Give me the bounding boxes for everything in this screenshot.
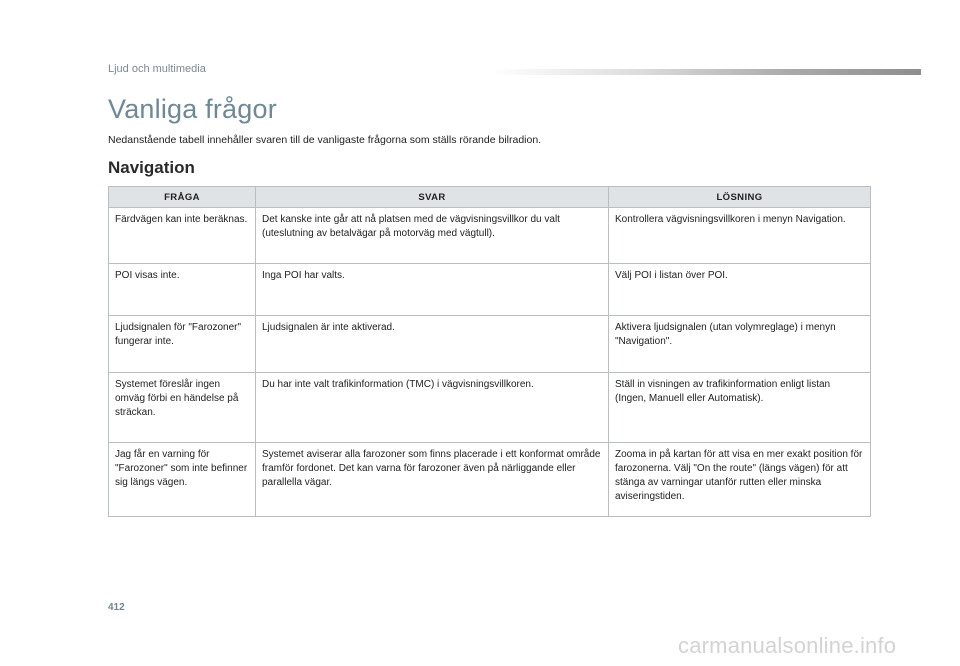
question-cell: Ljudsignalen för "Farozoner" fungerar inte.: [109, 316, 256, 373]
watermark-text: carmanualsonline.info: [678, 633, 897, 658]
solution-cell: Aktivera ljudsignalen (utan volymreglage) i menyn "Navigation".: [609, 316, 871, 373]
table-row: [109, 208, 871, 264]
column-header-answer: SVAR: [256, 187, 609, 208]
question-cell: Jag får en varning för "Farozoner" som inte befinner sig längs vägen.: [109, 443, 256, 517]
question-cell: POI visas inte.: [109, 264, 256, 316]
solution-cell: Ställ in visningen av trafikinformation enligt listan (Ingen, Manuell eller Automatisk).: [609, 373, 871, 443]
table-row: [109, 373, 871, 443]
header-section-label: Ljud och multimedia: [108, 63, 206, 75]
table-header-row: [109, 187, 871, 208]
answer-cell: Det kanske inte går att nå platsen med de vägvisningsvillkor du valt (uteslutning av betalvägar på motorväg med vägtull).: [256, 208, 609, 264]
answer-cell: Systemet aviserar alla farozoner som finns placerade i ett konformat område framför fordonet. Det kan varna för farozoner även på närliggande eller parallella vägar.: [256, 443, 609, 517]
column-header-solution: LÖSNING: [609, 187, 871, 208]
answer-cell: Du har inte valt trafikinformation (TMC) i vägvisningsvillkoren.: [256, 373, 609, 443]
page-title: Vanliga frågor: [108, 94, 277, 124]
faq-table: [108, 186, 871, 517]
question-cell: Färdvägen kan inte beräknas.: [109, 208, 256, 264]
solution-cell: Kontrollera vägvisningsvillkoren i menyn Navigation.: [609, 208, 871, 264]
answer-cell: Inga POI har valts.: [256, 264, 609, 316]
table-row: [109, 264, 871, 316]
header-gradient-bar: [490, 69, 921, 75]
intro-text: Nedanstående tabell innehåller svaren till de vanligaste frågorna som ställs rörande bilradion.: [108, 134, 542, 146]
solution-cell: Zooma in på kartan för att visa en mer exakt position för farozonerna. Välj "On the route" (längs vägen) för att stänga av varningar utanför rutten eller minska aviseringstiden.: [609, 443, 871, 517]
question-cell: Systemet föreslår ingen omväg förbi en händelse på sträckan.: [109, 373, 256, 443]
answer-cell: Ljudsignalen är inte aktiverad.: [256, 316, 609, 373]
table-row: [109, 443, 871, 517]
solution-cell: Välj POI i listan över POI.: [609, 264, 871, 316]
column-header-question: FRÅGA: [109, 187, 256, 208]
section-title: Navigation: [108, 158, 195, 177]
table-row: [109, 316, 871, 373]
page-number: 412: [108, 602, 125, 613]
